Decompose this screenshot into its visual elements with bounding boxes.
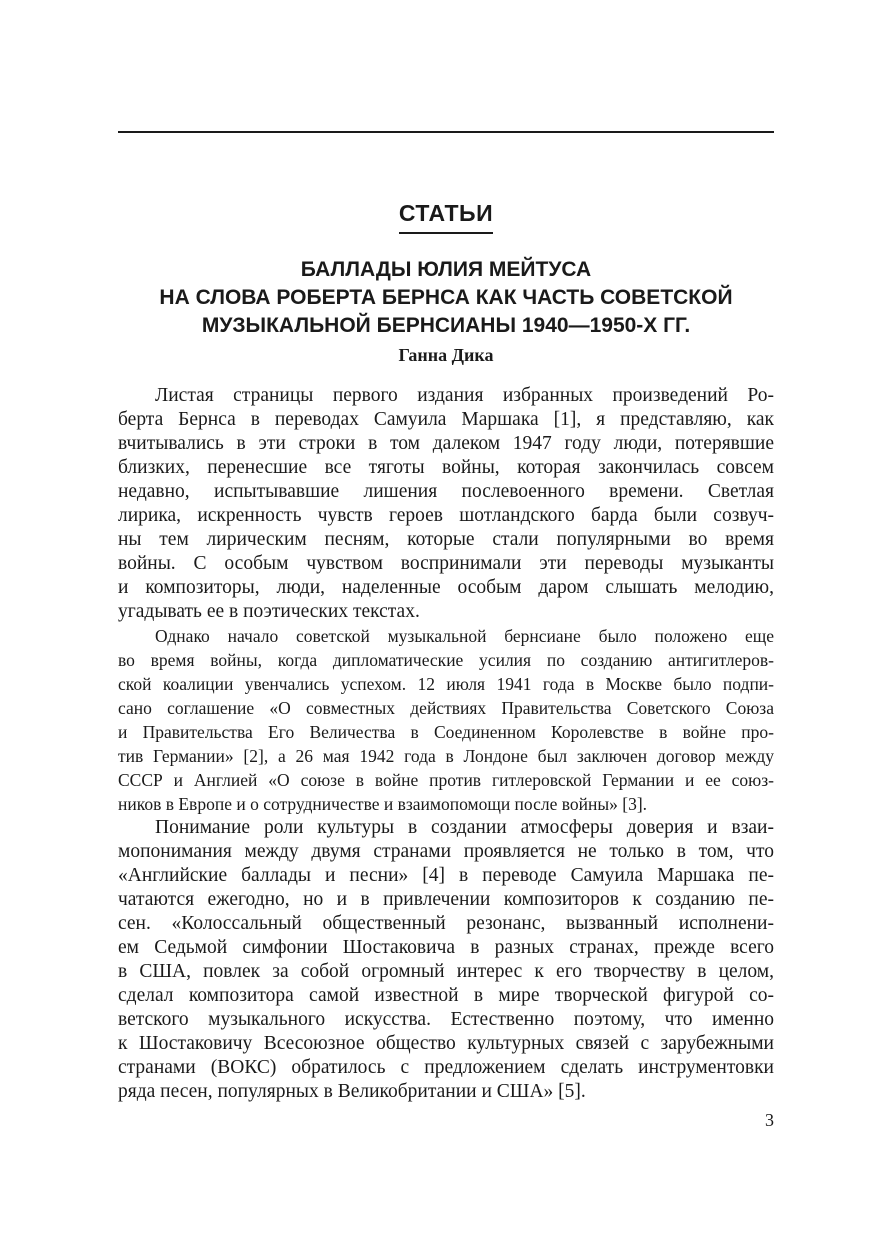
text-line: мопонимания между двумя странами проявляется не только в том, что [118,841,774,862]
text-line: близких, перенесшие все тяготы войны, которая закончилась совсем [118,457,774,478]
text-line: и композиторы, люди, наделенные особым даром слышать мелодию, [118,577,774,598]
text-line: и Правительства Его Величества в Соединенном Королевстве в войне про- [118,722,774,742]
text-line: ветского музыкального искусства. Естественно поэтому, что именно [118,1009,774,1030]
text-line: тив Германии» [2], а 26 мая 1942 года в Лондоне был заключен договор между [118,746,774,766]
text-line: сделал композитора самой известной в мире творческой фигурой со- [118,985,774,1006]
section-title: СТАТЬИ [399,200,493,234]
article-body [118,384,774,1104]
section-heading [118,200,774,234]
text-line: «Английские баллады и песни» [4] в переводе Самуила Маршака пе- [118,865,774,886]
article-title [118,256,774,340]
text-line: сен. «Колоссальный общественный резонанс, вызванный исполнени- [118,913,774,934]
text-line: СССР и Англией «О союзе в войне против гитлеровской Германии и ее союз- [118,770,774,790]
text-line: Понимание роли культуры в создании атмосферы доверия и взаи- [155,817,774,838]
text-line: ны тем лирическим песням, которые стали популярными во время [118,529,774,550]
text-line: ем Седьмой симфонии Шостаковича в разных странах, прежде всего [118,937,774,958]
title-line: МУЗЫКАЛЬНОЙ БЕРНСИАНЫ 1940—1950-Х ГГ. [201,314,691,337]
text-line: угадывать ее в поэтических текстах. [118,601,420,622]
title-line: БАЛЛАДЫ ЮЛИЯ МЕЙТУСА [300,258,592,281]
paragraph [118,384,774,624]
text-line: вчитывались в эти строки в том далеком 1947 году люди, потерявшие [118,433,774,454]
text-line: недавно, испытывавшие лишения послевоенного времени. Светлая [118,481,774,502]
paragraph [118,816,774,1104]
text-line: странами (ВОКС) обратилось с предложением сделать инструментовки [118,1057,774,1078]
text-line: берта Бернса в переводах Самуила Маршака [1], я представляю, как [118,409,774,430]
text-line: ряда песен, популярных в Великобритании и США» [5]. [118,1081,586,1102]
title-line: НА СЛОВА РОБЕРТА БЕРНСА КАК ЧАСТЬ СОВЕТСКОЙ [159,286,733,309]
text-line: во время войны, когда дипломатические усилия по созданию антигитлеров- [118,650,774,670]
text-line: лирика, искренность чувств героев шотландского барда были созвуч- [118,505,774,526]
author-name: Ганна Дика [398,345,494,365]
paragraph [118,624,774,816]
text-line: чатаются ежегодно, но и в привлечении композиторов к созданию пе- [118,889,774,910]
text-line: в США, повлек за собой огромный интерес к его творчеству в целом, [118,961,774,982]
page-number: 3 [765,1110,774,1130]
header-rule [118,131,774,133]
text-line: войны. С особым чувством воспринимали эти переводы музыканты [118,553,774,574]
text-line: Листая страницы первого издания избранных произведений Ро- [155,385,774,406]
text-line: ников в Европе и о сотрудничестве и взаимопомощи после войны» [3]. [118,794,648,814]
text-line: сано соглашение «О совместных действиях Правительства Советского Союза [118,698,774,718]
text-line: к Шостаковичу Всесоюзное общество культурных связей с зарубежными [118,1033,774,1054]
text-line: Однако начало советской музыкальной бернсиане было положено еще [155,626,774,646]
text-line: ской коалиции увенчались успехом. 12 июля 1941 года в Москве было подпи- [118,674,774,694]
